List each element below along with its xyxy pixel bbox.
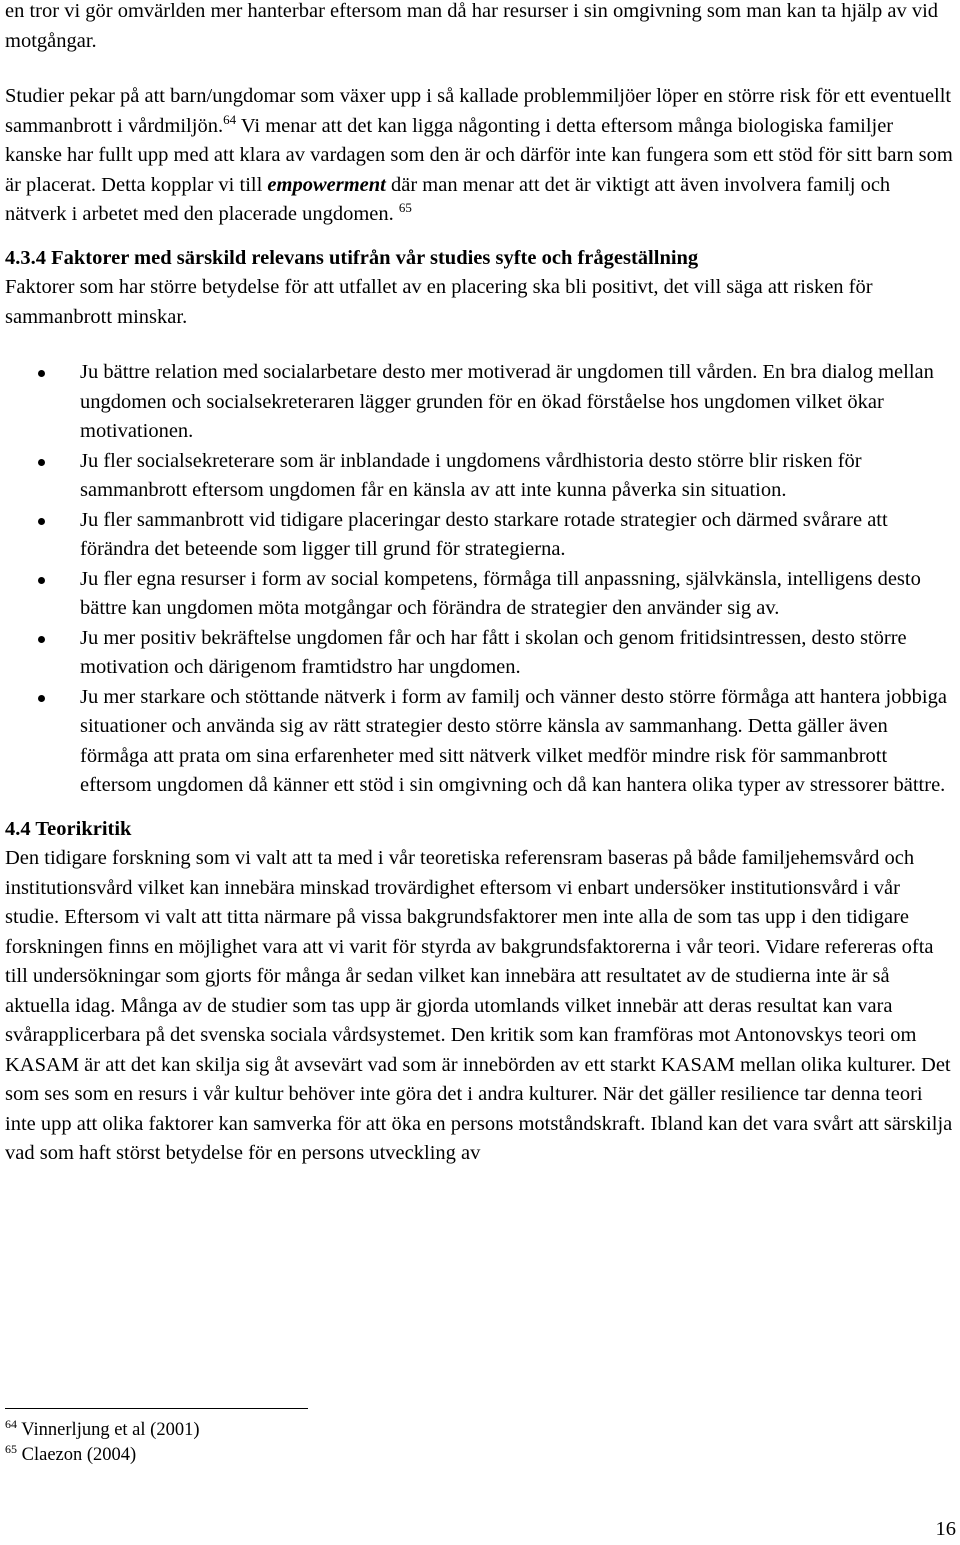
footnote-65: [5, 1443, 199, 1468]
footnote-number: 65: [5, 1442, 17, 1456]
spacer: [5, 230, 953, 244]
list-item-text: Ju mer positiv bekräftelse ungdomen får och har fått i skolan och genom fritidsintressen, desto större motivation och därigenom framtidstro har ungdomen.: [80, 626, 907, 678]
footnotes: [5, 1418, 199, 1468]
footnote-ref-64[interactable]: 64: [223, 111, 237, 127]
paragraph-text: Vi menar att det kan ligga någonting i detta eftersom många biologiska familjer kanske har fullt upp med att klara av vardagen som den är och därför inte kan fungera som ett stöd för sitt barn som är placerat. Detta kopplar vi till: [5, 114, 953, 196]
paragraph-text: där man menar att det är viktigt att även involvera familj och nätverk i arbetet med den placerade ungdomen.: [5, 173, 891, 225]
spacer: [5, 801, 953, 815]
bullet-icon: [38, 370, 45, 377]
factors-bullet-list: [5, 358, 953, 801]
section-434-intro: Faktorer som har större betydelse för att utfallet av en placering ska bli positivt, det vill säga att risken för sammanbrott minskar.: [5, 276, 873, 328]
footnote-ref-65[interactable]: 65: [398, 200, 412, 215]
list-item: [5, 624, 953, 683]
section-heading-44: 4.4 Teorikritik: [5, 817, 132, 840]
intro-paragraph-2: [5, 82, 953, 230]
spacer: [5, 56, 953, 82]
list-item: [5, 565, 953, 624]
emphasis-empowerment: empowerment: [267, 173, 386, 196]
footnote-text: Claezon (2004): [17, 1445, 137, 1465]
list-item-text: Ju bättre relation med socialarbetare desto mer motiverad är ungdomen till vården. En bra dialog mellan ungdomen och socialsekreteraren lägger grunden för en ökad förståelse hos ungdomen vilket ökar motivationen.: [80, 361, 934, 442]
list-item-text: Ju mer starkare och stöttande nätverk i form av familj och vänner desto större förmåga att hantera jobbiga situationer och använda sig av rätt strategier desto större känsla av sammanhang. Detta gäller även förmåga att prata om sina erfarenheter med sitt nätverk vilket medför mindre risk för sammanbrott eftersom ungdomen då känner ett stöd i sin omgivning och då kan hantera olika typer av stressorer bättre.: [80, 685, 947, 796]
list-item-text: Ju fler egna resurser i form av social kompetens, förmåga till anpassning, självkänsla, intelligens desto bättre kan ungdomen möta motgångar och förändra de strategier den använder sig av.: [80, 567, 921, 619]
bullet-icon: [38, 695, 45, 702]
bullet-icon: [38, 459, 45, 466]
list-item-text: Ju fler sammanbrott vid tidigare placeringar desto starkare rotade strategier och därmed svårare att förändra det beteende som ligger till grund för strategierna.: [80, 508, 888, 560]
spacer: [5, 332, 953, 358]
footnote-text: Vinnerljung et al (2001): [17, 1420, 200, 1440]
bullet-icon: [38, 518, 45, 525]
list-item: [5, 683, 953, 801]
list-item: [5, 506, 953, 565]
footnote-64: [5, 1418, 199, 1443]
intro-paragraph-1: en tror vi gör omvärlden mer hanterbar eftersom man då har resurser i sin omgivning som man kan ta hjälp av vid motgångar.: [5, 0, 939, 52]
document-page: [5, 0, 953, 1169]
bullet-icon: [38, 577, 45, 584]
list-item: [5, 358, 953, 447]
list-item: [5, 447, 953, 506]
paragraph-text: Studier pekar på att barn/ungdomar som växer upp i så kallade problemmiljöer löper en större risk för ett eventuellt sammanbrott i vårdmiljön.: [5, 85, 952, 137]
list-item-text: Ju fler socialsekreterare som är inblandade i ungdomens vårdhistoria desto större blir risken för sammanbrott eftersom ungdomen får en känsla av att inte kunna påverka sin situation.: [80, 449, 862, 501]
footnote-number: 64: [5, 1417, 17, 1431]
section-heading-434: 4.3.4 Faktorer med särskild relevans utifrån vår studies syfte och frågeställning: [5, 246, 699, 269]
page-number: 16: [935, 1518, 956, 1540]
bullet-icon: [38, 636, 45, 643]
section-44-body: Den tidigare forskning som vi valt att ta med i vår teoretiska referensram baseras på både familjehemsvård och institutionsvård vilket kan innebära minskad trovärdighet eftersom vi enbart undersöker institutionsvård i vår studie. Eftersom vi valt att titta närmare på vissa bakgrundsfaktorer men inte alla de som tas upp i den tidigare forskningen finns en möjlighet vara att vi varit för styrda av bakgrundsfaktorerna i vår teori. Vidare refereras ofta till undersökningar som gjorts för många år sedan vilket kan innebära att resultatet av de studierna inte är så aktuella idag. Många av de studier som tas upp är gjorda utomlands vilket innebär att deras resultat kan vara svårapplicerbara på det svenska sociala vårdsystemet. Den kritik som kan framföras mot Antonovskys teori om KASAM är att det kan skilja sig åt avsevärt vad som är innebörden av ett starkt KASAM mellan olika kulturer. Det som ses som en resurs i vår kultur behöver inte göra det i andra kulturer. När det gäller resilience tar denna teori inte upp att olika faktorer kan samverka för att öka en persons motståndskraft. Ibland kan det vara svårt att särskilja vad som haft störst betydelse för en persons utveckling av: [5, 847, 953, 1164]
footnote-divider: [5, 1408, 308, 1409]
